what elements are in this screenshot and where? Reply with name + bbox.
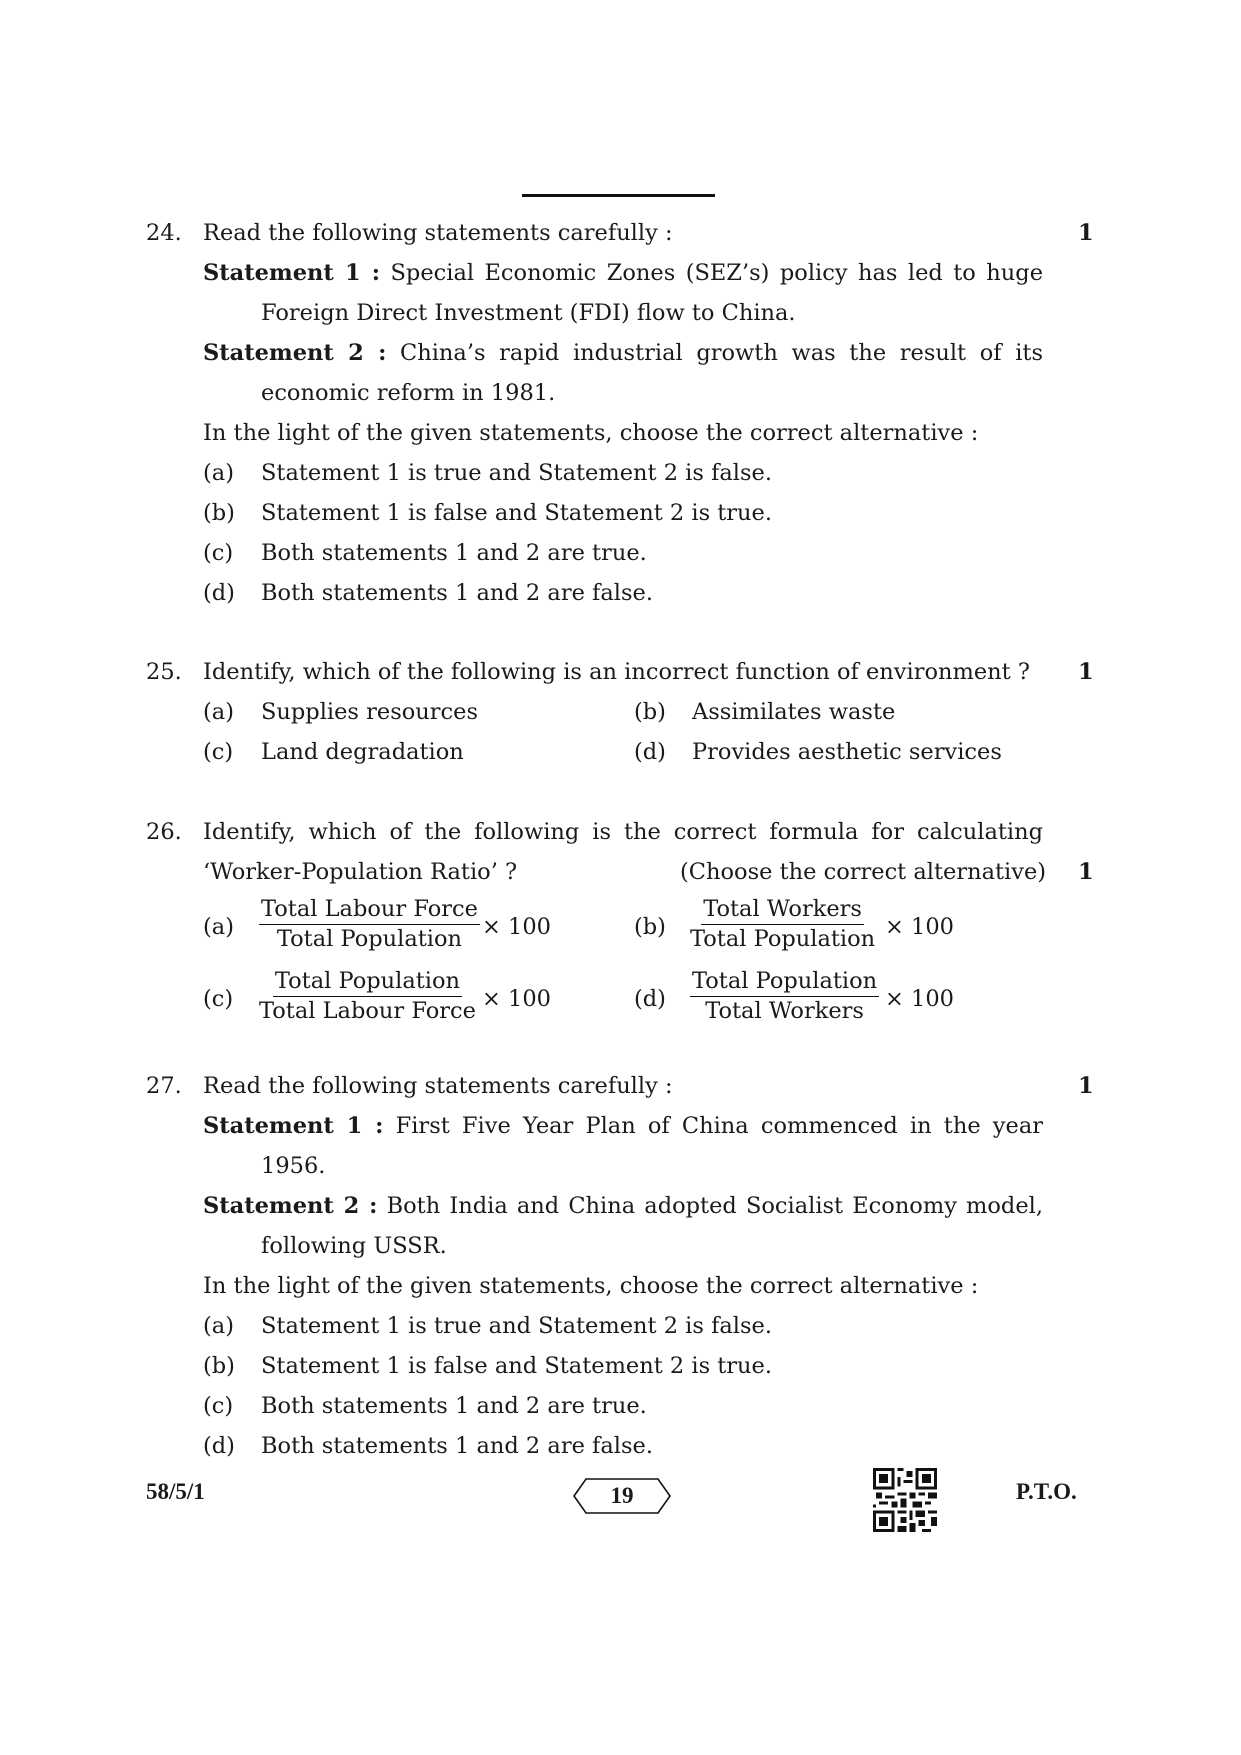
question-number: 27. xyxy=(146,1073,182,1099)
option-text-c: Both statements 1 and 2 are true. xyxy=(261,540,647,566)
formula-a xyxy=(259,895,480,953)
formula-a-multiplier: × 100 xyxy=(482,914,551,940)
option-text-b: Statement 1 is false and Statement 2 is true. xyxy=(261,1353,773,1379)
qr-code-icon xyxy=(873,1468,937,1532)
formula-b xyxy=(690,895,875,953)
formula-a-denominator: Total Population xyxy=(276,926,463,952)
option-letter-a: (a) xyxy=(203,699,234,725)
question-marks: 1 xyxy=(1078,1073,1094,1099)
statement-2 xyxy=(203,333,1043,373)
statement-1-continued: 1956. xyxy=(261,1153,326,1179)
formula-b-numerator: Total Workers xyxy=(701,895,864,925)
option-letter-c: (c) xyxy=(203,1393,234,1419)
formula-b-multiplier: × 100 xyxy=(885,914,954,940)
formula-d-denominator: Total Workers xyxy=(705,998,864,1024)
option-letter-b: (b) xyxy=(634,699,666,725)
statement-1-label: Statement 1 : xyxy=(203,260,381,286)
statement-1-label: Statement 1 : xyxy=(203,1113,384,1139)
option-letter-a: (a) xyxy=(203,1313,234,1339)
statement-1-text: Special Economic Zones (SEZ’s) policy has led to huge xyxy=(390,260,1044,286)
formula-b-denominator: Total Population xyxy=(690,926,876,952)
page-number-badge xyxy=(572,1476,672,1516)
option-letter-a: (a) xyxy=(203,460,234,486)
question-marks: 1 xyxy=(1078,220,1094,246)
question-marks: 1 xyxy=(1078,859,1094,885)
formula-c-multiplier: × 100 xyxy=(482,986,551,1012)
option-letter-c: (c) xyxy=(203,739,234,765)
option-text-d: Provides aesthetic services xyxy=(692,739,1002,765)
page-number: 19 xyxy=(610,1483,634,1508)
statement-2-continued: following USSR. xyxy=(261,1233,447,1259)
statement-1 xyxy=(203,253,1043,293)
statement-1-text: First Five Year Plan of China commenced in the year xyxy=(395,1113,1044,1139)
statement-1-continued: Foreign Direct Investment (FDI) flow to China. xyxy=(261,300,796,326)
option-text-c: Both statements 1 and 2 are true. xyxy=(261,1393,647,1419)
question-prompt: Read the following statements carefully : xyxy=(203,1073,673,1099)
option-letter-c: (c) xyxy=(203,986,234,1012)
formula-c-numerator: Total Population xyxy=(273,967,462,997)
question-prompt: Read the following statements carefully : xyxy=(203,220,673,246)
option-text-a: Supplies resources xyxy=(261,699,478,725)
question-number: 24. xyxy=(146,220,182,246)
option-letter-b: (b) xyxy=(203,1353,235,1379)
option-text-d: Both statements 1 and 2 are false. xyxy=(261,580,653,606)
statement-2-continued: economic reform in 1981. xyxy=(261,380,556,406)
statement-2-text: Both India and China adopted Socialist Economy model, xyxy=(386,1193,1043,1219)
option-letter-c: (c) xyxy=(203,540,234,566)
statement-2-text: China’s rapid industrial growth was the result of its xyxy=(400,340,1044,366)
statement-2-label: Statement 2 : xyxy=(203,1193,378,1219)
option-letter-b: (b) xyxy=(203,500,235,526)
option-letter-a: (a) xyxy=(203,914,234,940)
option-text-b: Assimilates waste xyxy=(692,699,896,725)
please-turn-over: P.T.O. xyxy=(1016,1479,1077,1504)
question-number: 26. xyxy=(146,819,182,845)
option-letter-d: (d) xyxy=(203,580,235,606)
formula-c-denominator: Total Labour Force xyxy=(259,998,476,1024)
question-prompt-line-1: Identify, which of the following is the correct formula for calculating xyxy=(203,819,1043,845)
option-text-a: Statement 1 is true and Statement 2 is false. xyxy=(261,1313,773,1339)
statement-2-label: Statement 2 : xyxy=(203,340,387,366)
choose-alternative-note: (Choose the correct alternative) xyxy=(680,859,1047,885)
question-instruction: In the light of the given statements, choose the correct alternative : xyxy=(203,420,979,446)
option-text-d: Both statements 1 and 2 are false. xyxy=(261,1433,653,1459)
statement-2 xyxy=(203,1186,1043,1226)
question-number: 25. xyxy=(146,659,182,685)
top-divider xyxy=(522,194,715,197)
formula-a-numerator: Total Labour Force xyxy=(259,895,480,925)
formula-c xyxy=(259,967,476,1025)
statement-1 xyxy=(203,1106,1043,1146)
formula-d-multiplier: × 100 xyxy=(885,986,954,1012)
paper-code: 58/5/1 xyxy=(146,1479,205,1504)
formula-d xyxy=(690,967,879,1025)
option-letter-d: (d) xyxy=(634,739,666,765)
question-marks: 1 xyxy=(1078,659,1094,685)
option-letter-b: (b) xyxy=(634,914,666,940)
option-text-c: Land degradation xyxy=(261,739,464,765)
option-text-b: Statement 1 is false and Statement 2 is true. xyxy=(261,500,773,526)
option-letter-d: (d) xyxy=(203,1433,235,1459)
formula-d-numerator: Total Population xyxy=(690,967,879,997)
question-instruction: In the light of the given statements, choose the correct alternative : xyxy=(203,1273,979,1299)
question-prompt: Identify, which of the following is an incorrect function of environment ? xyxy=(203,659,1030,685)
option-letter-d: (d) xyxy=(634,986,666,1012)
question-prompt-line-2: ‘Worker-Population Ratio’ ? xyxy=(203,859,518,885)
option-text-a: Statement 1 is true and Statement 2 is false. xyxy=(261,460,773,486)
